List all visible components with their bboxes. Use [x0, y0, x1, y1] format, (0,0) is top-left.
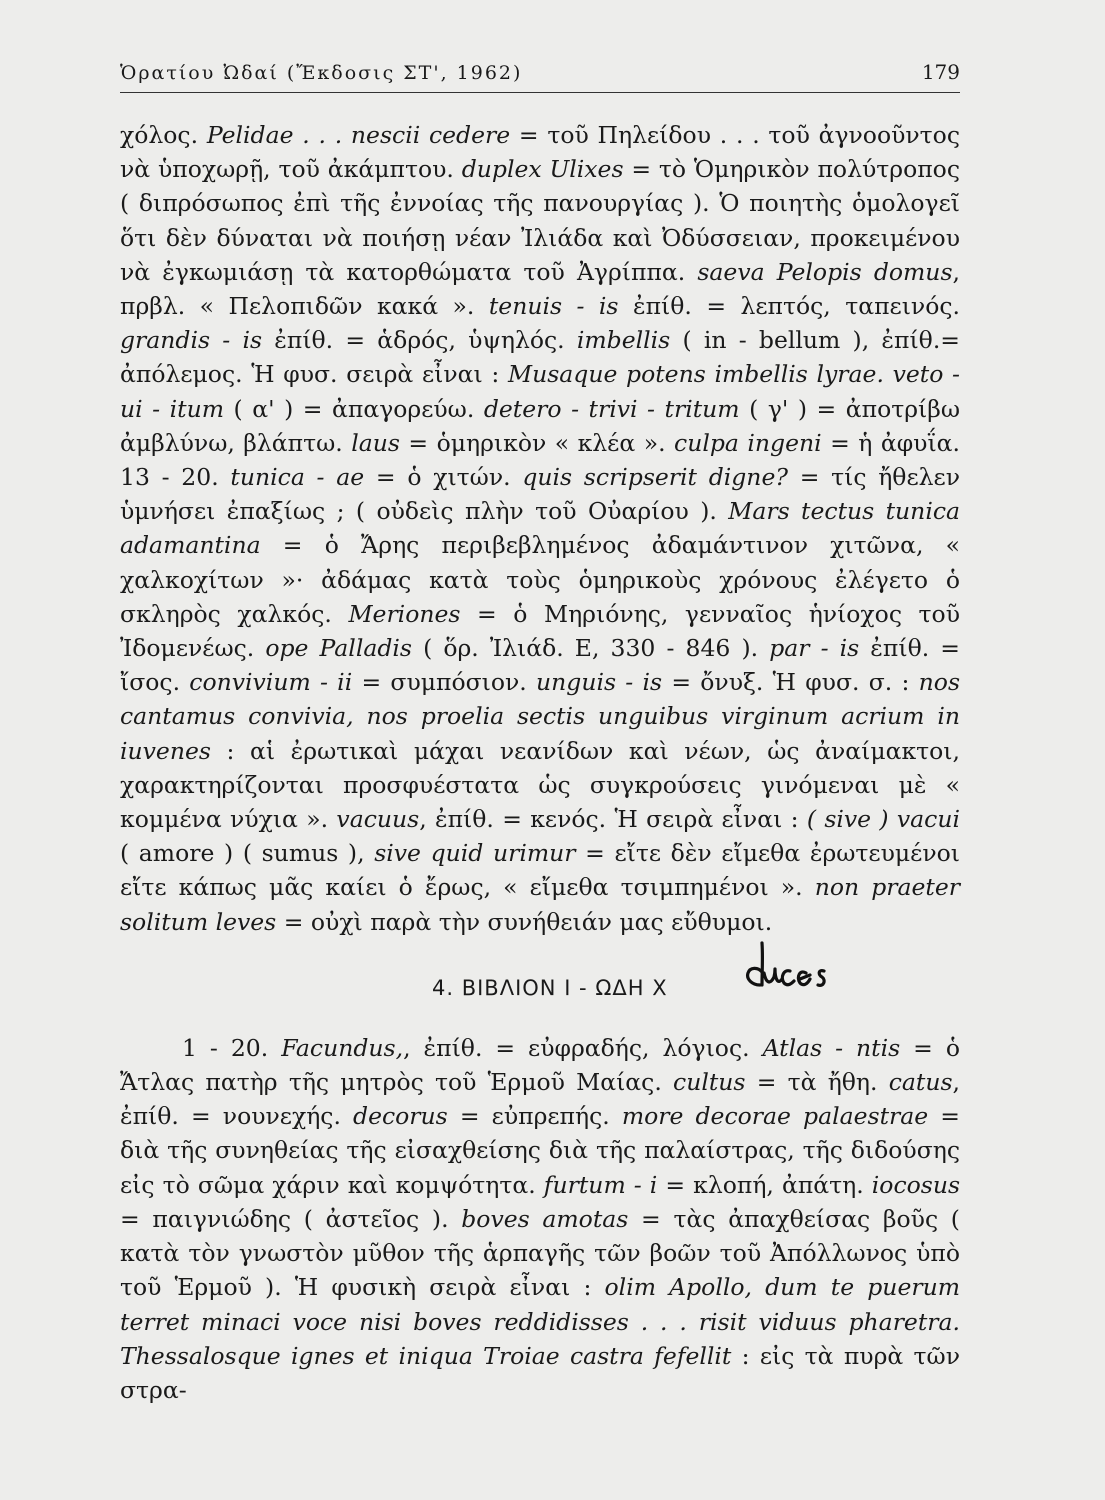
latin-term: boves amotas [461, 1204, 629, 1233]
latin-term: iocosus [871, 1170, 961, 1199]
greek-gloss: = οὐχὶ παρὰ τὴν συνήθειάν μας εὔθυμοι. [276, 907, 773, 936]
latin-term: imbellis [576, 326, 671, 355]
greek-gloss: , πρβλ. « Πελοπιδῶν κακά ». [120, 257, 960, 321]
greek-gloss: ( amore ) ( sumus ), [120, 839, 375, 868]
greek-gloss: ἐπίθ. = λεπτός, ταπεινός. [618, 292, 960, 321]
greek-gloss: ( ὅρ. Ἰλιάδ. Ε, 330 - 846 ). [411, 634, 770, 663]
greek-gloss: = κλοπή, ἀπάτη. [657, 1170, 872, 1199]
latin-term: unguis - is [536, 668, 663, 697]
greek-gloss: = ὁ Ἄτλας πατὴρ τῆς μητρὸς τοῦ Ἑρμοῦ Μαίας. [120, 1033, 960, 1097]
latin-term: ope Palladis [265, 634, 412, 663]
greek-gloss: = τὰς ἀπαχθείσας βοῦς ( κατὰ τὸν γνωστὸν μῦθον τῆς ἁρπαγῆς τῶν βοῶν τοῦ Ἀπόλλωνος ὑπὸ τοῦ Ἑρμοῦ ). Ἡ φυσικὴ σειρὰ εἶναι : [120, 1204, 960, 1302]
greek-gloss: ( α' ) = ἀπαγορεύω. [224, 394, 484, 423]
greek-gloss: ( in - bellum ), ἐπίθ.= ἀπόλεμος. Ἡ φυσ. σειρὰ εἶναι : [120, 326, 960, 389]
greek-gloss: = διὰ τῆς συνηθείας τῆς εἰσαχθείσης διὰ τῆς παλαίστρας, τῆς διδούσης εἰς τὸ σῶμα χάριν καὶ κομψότητα. [120, 1102, 960, 1199]
latin-term: detero - trivi - tritum [483, 394, 740, 423]
header-title: Ὁρατίου Ὠδαί (Ἔκδοσις ΣΤ', 1962) [120, 62, 523, 84]
greek-gloss: = τὸ Ὁμηρικὸν πολύτροπος ( διπρόσωπος ἐπὶ τῆς ἐννοίας τῆς πανουργίας ). Ὁ ποιητὴς ὁμολογεῖ ὅτι δὲν δύναται νὰ ποιήσῃ νέαν Ἰλιάδα καὶ Ὀδύσσειαν, προκειμένου νὰ ἐγκωμιάσῃ τὰ κατορθώματα τοῦ Ἀγρίππα. [120, 155, 960, 286]
commentary-paragraph-2 [120, 1031, 960, 1407]
latin-term: cultus [673, 1068, 746, 1097]
latin-term: laus [351, 428, 400, 457]
greek-gloss: χόλος. [120, 121, 207, 149]
section-heading-block [120, 963, 960, 1007]
greek-gloss: ( γ' ) = ἀποτρίβω ἀμβλύνω, βλάπτω. [120, 394, 961, 457]
greek-gloss: = ὁ Ἄρης περιβεβλημένος ἀδαμάντινον χιτῶνα, « χαλκοχίτων »· ἀδάμας κατὰ τοὺς ὁμηρικοὺς χρόνους ἐλέγετο ὁ σκληρὸς χαλκός. [120, 531, 960, 628]
latin-term: convivium - ii [189, 668, 353, 697]
latin-term: vacuus [336, 805, 420, 834]
greek-gloss: = εὐπρεπής. [447, 1102, 622, 1131]
latin-term: olim Apollo, dum te puerum terret minaci voce nisi boves reddidisses . . . risit viduus pharetra. Thessalosque ignes et iniqua Troiae castra fefellit [120, 1273, 960, 1370]
latin-term: decorus [353, 1102, 448, 1131]
greek-gloss: = ὁ Μηριόνης, γενναῖος ἡνίοχος τοῦ Ἰδομενέως. [120, 599, 960, 663]
latin-term: culpa ingeni [674, 428, 822, 457]
greek-gloss: ἐπίθ. = ἁδρός, ὑψηλός. [262, 326, 577, 355]
latin-term: Facundus, [281, 1033, 404, 1062]
latin-term: par - is [769, 634, 860, 663]
page-body [120, 118, 960, 1407]
greek-gloss: : εἰς τὰ πυρὰ τῶν στρα- [120, 1341, 960, 1404]
latin-term: furtum - i [543, 1170, 658, 1199]
greek-gloss: = τοῦ Πηλείδου . . . τοῦ ἀγνοοῦντος νὰ ὑποχωρῇ, τοῦ ἀκάμπτου. [120, 121, 960, 184]
latin-term: quis scripserit digne? [522, 463, 788, 492]
greek-gloss: = ὁ χιτών. [364, 463, 523, 492]
latin-term: Meriones [348, 599, 461, 628]
greek-gloss: = ἡ ἀφυΐα. 13 - 20. [120, 428, 961, 492]
latin-term: catus [888, 1068, 953, 1097]
latin-term: sive quid urimur [374, 839, 576, 868]
latin-term: Pelidae . . . nescii cedere [206, 121, 511, 149]
commentary-paragraph-1 [120, 118, 960, 939]
greek-gloss: , ἐπίθ. = εὐφραδής, λόγιος. [403, 1033, 763, 1062]
page-number: 179 [921, 60, 960, 84]
latin-term: grandis - is [120, 326, 263, 355]
greek-gloss: , ἐπίθ. = νουνεχής. [120, 1068, 961, 1131]
greek-gloss: = συμπόσιον. [352, 668, 537, 697]
running-header [120, 60, 960, 93]
section-heading: 4. ΒΙΒΛΙΟΝ Ι - ΩΔΗ Χ [432, 975, 668, 1000]
greek-gloss: = εἴτε δὲν εἴμεθα ἐρωτευμένοι εἴτε κάπως μᾶς καίει ὁ ἔρως, « εἴμεθα τσιμπημένοι ». [120, 839, 960, 902]
greek-gloss: = ὄνυξ. Ἡ φυσ. σ. : [662, 668, 919, 697]
latin-term: Musaque potens imbellis lyrae. veto - ui - itum [120, 360, 960, 423]
greek-gloss: = ὁμηρικὸν « κλέα ». [399, 428, 675, 457]
latin-term: duplex Ulixes [461, 155, 624, 184]
latin-term: nos cantamus convivia, nos proelia sectis unguibus virginum acrium in iuvenes [120, 668, 960, 765]
latin-term: saeva Pelopis domus [697, 257, 953, 286]
latin-term: non praeter solitum leves [120, 873, 960, 936]
latin-term: more decorae palaestrae [621, 1102, 929, 1131]
greek-gloss: ἐπίθ. = ἴσος. [120, 634, 960, 697]
latin-term: Atlas - ntis [762, 1033, 901, 1062]
greek-gloss: = παιγνιώδης ( ἀστεῖος ). [120, 1204, 462, 1233]
latin-term: ( sive ) vacui [806, 805, 960, 834]
greek-gloss: = τίς ἤθελεν ὑμνήσει ἐπαξίως ; ( οὐδεὶς πλὴν τοῦ Οὐαρίου ). [120, 463, 960, 526]
greek-gloss: : αἱ ἐρωτικαὶ μάχαι νεανίδων καὶ νέων, ὡς ἀναίμακτοι, χαρακτηρίζονται προσφυέστατα ὡς συγκρούσεις γινόμεναι μὲ « κομμένα νύχια ». [120, 736, 960, 834]
latin-term: Mars tectus tunica adamantina [120, 497, 961, 560]
handwritten-annotation [738, 939, 834, 993]
latin-term: tunica - ae [230, 463, 365, 492]
greek-gloss: , ἐπίθ. = κενός. Ἡ σειρὰ εἶναι : [419, 805, 807, 834]
greek-gloss: 1 - 20. [182, 1033, 282, 1062]
greek-gloss: = τὰ ἤθη. [745, 1068, 889, 1097]
latin-term: tenuis - is [488, 292, 619, 321]
